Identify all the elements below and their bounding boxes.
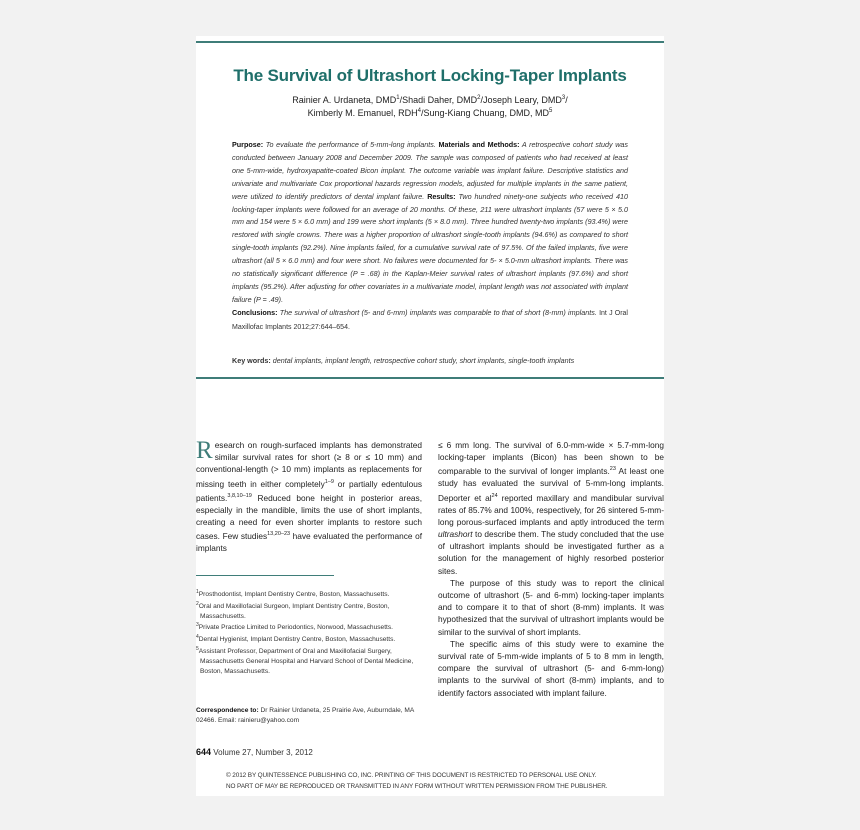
- abstract-citation: Int J Oral Maxillofac Implants 2012;27:644–654.: [232, 309, 628, 331]
- reference-mark: 24: [491, 492, 498, 499]
- top-rule: [196, 41, 664, 43]
- reference-mark: 23: [609, 466, 616, 473]
- correspondence-label: Correspondence to:: [196, 707, 259, 714]
- author-affiliation-mark: 1: [396, 95, 400, 101]
- footnote: [196, 633, 421, 645]
- intro-paragraph: [196, 439, 422, 554]
- reference-mark: 13,20–23: [267, 530, 291, 537]
- author-name: /Joseph Leary, DMD: [480, 95, 562, 105]
- footnote-mark: 1: [196, 589, 199, 595]
- body-text: or partially edentulous patients.: [196, 478, 422, 503]
- issue-info: Volume 27, Number 3, 2012: [211, 748, 313, 757]
- copyright-notice: [226, 771, 646, 792]
- journal-page: [196, 36, 664, 796]
- abstract-conclusions-label: Conclusions:: [232, 307, 278, 317]
- body-text: Reduced bone height in posterior areas, especially in the mandible, limits the use of short implants, creating a need for even shorter implants to restore such cases. Few studies: [196, 492, 422, 541]
- authors-line-1: [196, 95, 664, 105]
- footnote-text: Assistant Professor, Department of Oral and Maxillofacial Surgery, Massachusetts General Hospital and Harvard School of Dental Medicine, Boston, Massachusetts.: [198, 648, 414, 675]
- footnotes: [196, 588, 421, 677]
- aims-paragraph: The specific aims of this study were to examine the survival rate of 5-mm-wide implants of 5 to 8 mm in length, compare the survival of ultrashort (5- and 6-mm-long) implants to the survival of short (8-mm) implants, and to identify factors associated with implant failure.: [438, 638, 664, 698]
- keywords-label: Key words:: [232, 356, 271, 365]
- footnote: [196, 621, 421, 633]
- footnote-mark: 5: [196, 646, 199, 653]
- abstract-bottom-rule: [196, 377, 664, 379]
- abstract-conclusions-text: The survival of ultrashort (5- and 6-mm) implants was comparable to that of short (8-mm) implants.: [277, 307, 600, 317]
- article-title: The Survival of Ultrashort Locking-Taper Implants: [233, 66, 627, 85]
- copyright-line: © 2012 BY QUINTESSENCE PUBLISHING CO, INC. PRINTING OF THIS DOCUMENT IS RESTRICTED TO PERSONAL USE ONLY.: [226, 772, 597, 779]
- body-text: have evaluated the performance of implants: [196, 530, 423, 553]
- author-affiliation-mark: 2: [477, 95, 481, 101]
- footnote: [196, 645, 421, 676]
- footnote-text: Dental Hygienist, Implant Dentistry Centre, Boston, Massachusetts.: [198, 636, 396, 644]
- abstract-methods-label: Materials and Methods:: [438, 140, 520, 149]
- body-text: esearch on rough-surfaced implants has demonstrated similar survival rates for short (≥ 8 or ≤ 10 mm) and conventional-length (> 10 mm) implants as replacements for missing teeth in either completely: [196, 440, 422, 489]
- footnote-mark: 2: [196, 600, 199, 607]
- footnote: [196, 600, 421, 622]
- body-left-column: [196, 439, 422, 554]
- footnote-text: Private Practice Limited to Periodontics, Norwood, Massachusetts.: [198, 624, 394, 632]
- keywords: [232, 356, 652, 365]
- body-text: At least one study has evaluated the survival of 5-mm-long implants. Deporter et al: [438, 466, 664, 503]
- author-affiliation-mark: 3: [561, 95, 566, 101]
- abstract: [232, 139, 628, 335]
- author-name: Rainier A. Urdaneta, DMD: [292, 95, 397, 105]
- author-affiliation-mark: 5: [549, 108, 553, 114]
- author-affiliation-mark: 4: [417, 108, 421, 114]
- abstract-purpose-label: Purpose:: [232, 140, 264, 149]
- abstract-purpose-text: To evaluate the performance of 5-mm-long implants.: [263, 140, 439, 149]
- abstract-results-label: Results:: [427, 191, 456, 201]
- footnote-rule: [196, 575, 334, 576]
- reference-mark: 3,8,10–19: [227, 492, 252, 499]
- footnote-text: Oral and Maxillofacial Surgeon, Implant Dentistry Centre, Boston, Massachusetts.: [198, 603, 390, 620]
- drop-cap: R: [196, 437, 213, 464]
- body-paragraph: [438, 439, 664, 577]
- keywords-text: dental implants, implant length, retrospective cohort study, short implants, single-tooth implants: [270, 356, 575, 365]
- correspondence-text: Dr Rainier Urdaneta, 25 Prairie Ave, Auburndale, MA 02466. Email: rainieru@yahoo.com: [196, 707, 414, 724]
- body-text: to describe them. The study concluded that the use of ultrashort implants should be investigated further as a solution for the management of highly resorbed posterior sites.: [438, 528, 664, 576]
- footnote-mark: 3: [196, 622, 199, 629]
- footnote-text: Prosthodontist, Implant Dentistry Centre, Boston, Massachusetts.: [198, 591, 390, 599]
- body-text: reported maxillary and mandibular survival rates of 85.7% and 100%, respectively, for 26 sintered 5-mm-long porous-surfaced implants and aptly introduced the term: [438, 492, 664, 527]
- reference-mark: 1–9: [324, 478, 334, 485]
- body-right-column: [438, 439, 664, 699]
- body-text: ≤ 6 mm long. The survival of 6.0-mm-wide × 5.7-mm-long locking-taper implants (Bicon) has been shown to be comparable to the survival of longer implants.: [438, 440, 664, 477]
- author-name: /Sung-Kiang Chuang, DMD, MD: [420, 108, 550, 118]
- page-number: 644: [196, 747, 212, 757]
- footnote-mark: 4: [196, 634, 199, 641]
- abstract-methods-text: A retrospective cohort study was conducted between January 2008 and December 2009. The sample was composed of patients who had received at least one 5-mm-wide, hydroxyapatite-coated Bicon implant. The outcome variable was implant failure. Descriptive statistics and univariate and multivariate Cox proportional hazards regression models, adjusted for multiple implants in the same patient, were utilized to identify predictors of dental implant failure.: [232, 140, 629, 201]
- author-name: /Shadi Daher, DMD: [399, 95, 478, 105]
- authors-line-2: [196, 108, 664, 118]
- page-folio: [196, 747, 313, 757]
- footnote: [196, 588, 421, 600]
- purpose-paragraph: The purpose of this study was to report the clinical outcome of ultrashort (5- and 6-mm) locking-taper implants and to compare it to that of short (8-mm) implants. It was hypothesized that the survival of ultrashort implants would be similar to the survival of short implants.: [438, 577, 664, 637]
- abstract-results-text: Two hundred ninety-one subjects who received 410 locking-taper implants were followed for an average of 20 months. Of these, 211 were ultrashort implants (57 were 5 × 5.0 mm and 154 were 5 × 6.0 mm) and 199 were short implants (5 × 8.0 mm). Three hundred twenty-two implants (93.4%) were restored with single crowns. There was a higher proportion of ultrashort single-tooth implants (94.6%) as compared to short single-tooth implants (92.2%). Nine implants failed, for a cumulative survival rate of 97.5%. Of the failed implants, five were ultrashort (all 5 × 6.0 mm) and four were short. No failures were documented for 5- × 5.0-mm ultrashort implants. There was no statistically significant difference (P = .68) in the Kaplan-Meier survival rates of ultrashort implants (97.6%) and short implants (95.2%). After adjusting for other covariates in a multivariate model, implant length was not associated with implant failure (P = .49).: [232, 191, 628, 304]
- copyright-line: NO PART OF MAY BE REPRODUCED OR TRANSMITTED IN ANY FORM WITHOUT WRITTEN PERMISSION FROM THE PUBLISHER.: [226, 782, 608, 790]
- author-separator: /: [565, 95, 568, 105]
- correspondence: [196, 706, 421, 725]
- italic-term: ultrashort: [438, 528, 473, 539]
- author-name: Kimberly M. Emanuel, RDH: [307, 108, 418, 118]
